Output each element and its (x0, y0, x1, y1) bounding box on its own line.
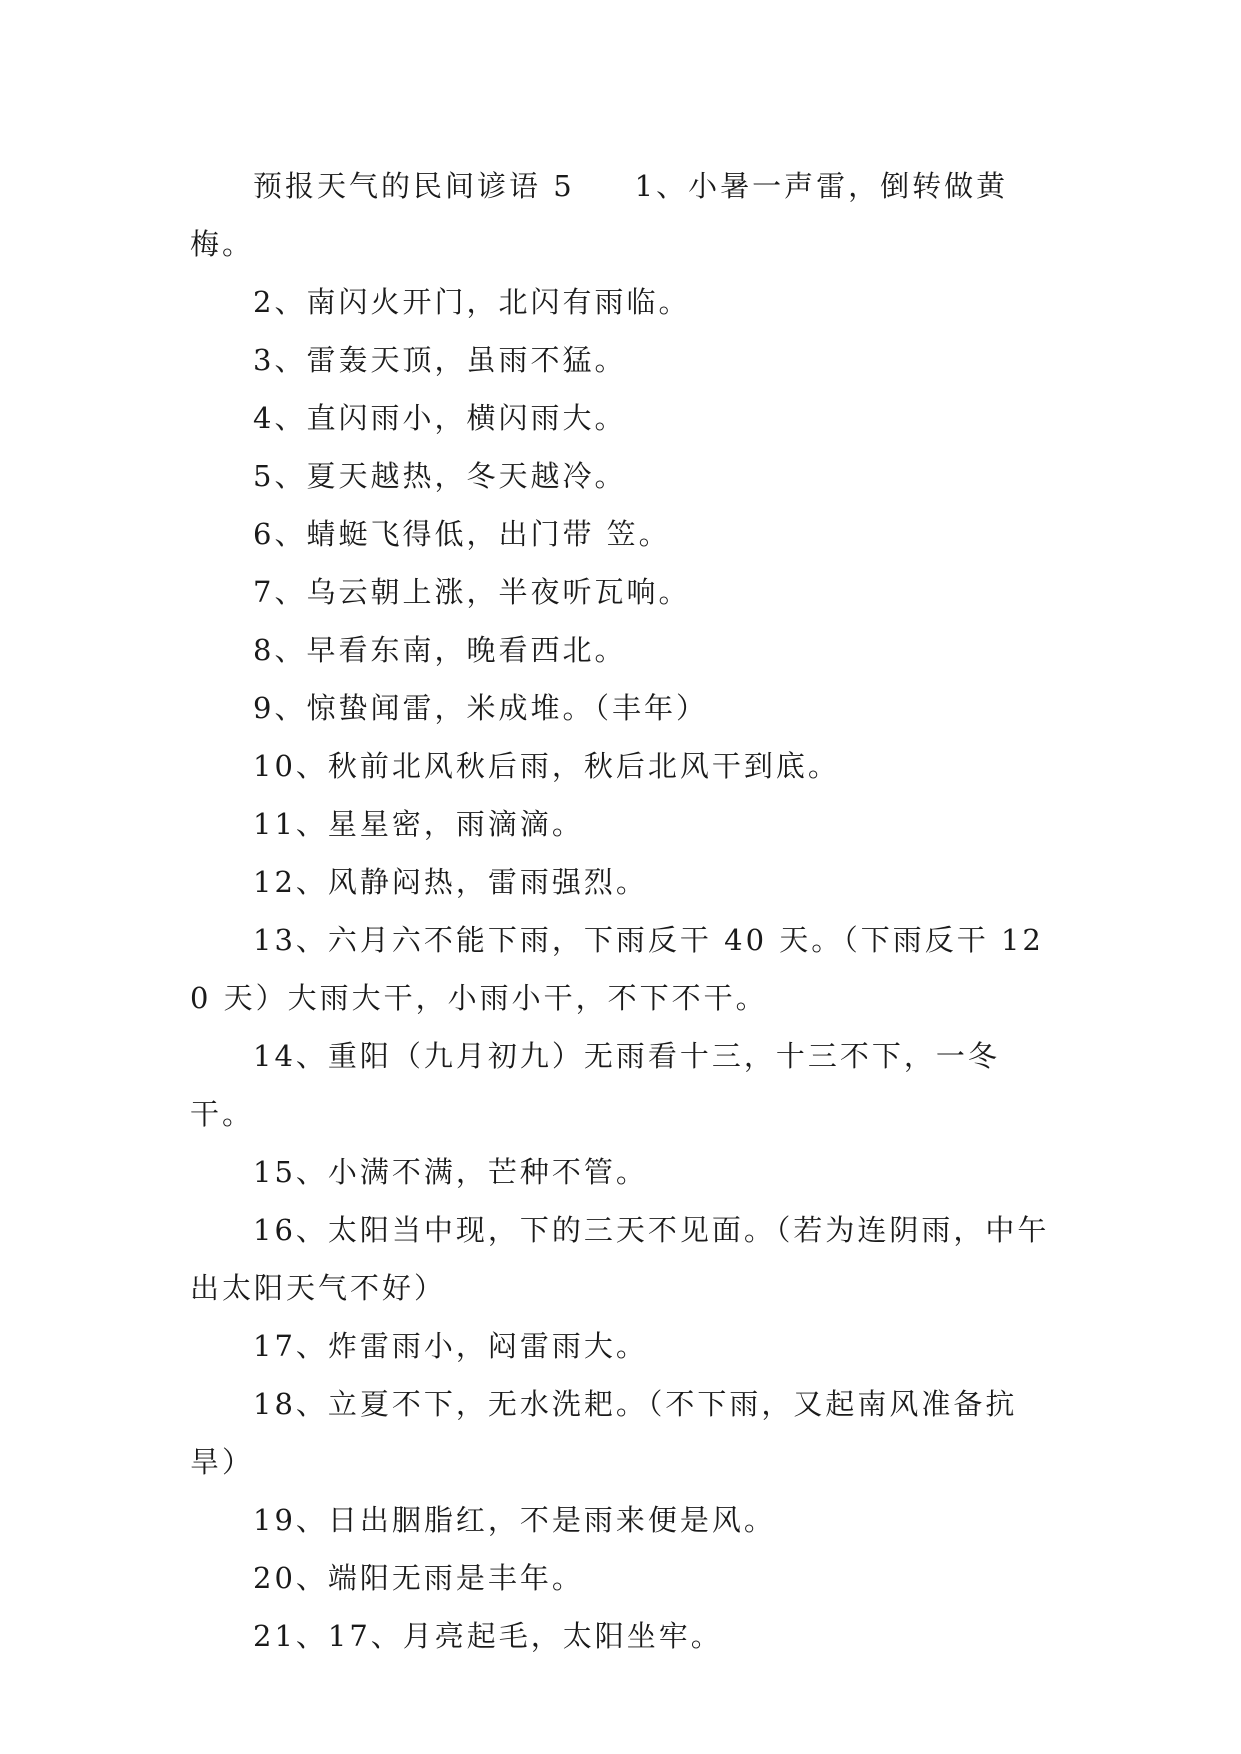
title-paragraph (190, 157, 1052, 273)
proverb-item-8: 8、早看东南，晚看西北。 (253, 633, 627, 667)
proverb-item-2: 2、南闪火开门，北闪有雨临。 (253, 285, 691, 319)
proverb-item-7: 7、乌云朝上涨，半夜听瓦响。 (253, 575, 691, 609)
proverb-item-19: 19、日出胭脂红，不是雨来便是风。 (253, 1503, 776, 1537)
proverb-item-21: 21、17、月亮起毛，太阳坐牢。 (253, 1619, 723, 1653)
proverb-item-1: 1、小暑一声雷，倒转做黄梅。 (190, 169, 1009, 261)
proverb-item-4: 4、直闪雨小，横闪雨大。 (253, 401, 627, 435)
document-body (190, 157, 1052, 1665)
proverb-item-18: 18、立夏不下，无水洗耙。（不下雨，又起南风准备抗旱） (190, 1387, 1018, 1479)
proverb-item-14: 14、重阳（九月初九）无雨看十三，十三不下，一冬干。 (190, 1039, 1000, 1131)
proverb-item-9: 9、惊蛰闻雷，米成堆。（丰年） (253, 691, 708, 725)
proverb-item-17: 17、炸雷雨小，闷雷雨大。 (253, 1329, 648, 1363)
proverb-item-20: 20、端阳无雨是丰年。 (253, 1561, 584, 1595)
proverb-item-3: 3、雷轰天顶，虽雨不猛。 (253, 343, 627, 377)
proverb-item-13: 13、六月六不能下雨，下雨反干 40 天。（下雨反干 120 天）大雨大干，小雨小干，不下不干。 (190, 923, 1044, 1015)
proverb-item-12: 12、风静闷热，雷雨强烈。 (253, 865, 648, 899)
proverb-item-6: 6、蜻蜓飞得低，出门带 笠。 (253, 517, 671, 551)
proverb-item-11: 11、星星密，雨滴滴。 (253, 807, 584, 841)
proverb-item-5: 5、夏天越热，冬天越冷。 (253, 459, 627, 493)
proverb-item-15: 15、小满不满，芒种不管。 (253, 1155, 648, 1189)
document-title: 预报天气的民间谚语 5 (253, 169, 575, 203)
proverb-item-10: 10、秋前北风秋后雨，秋后北风干到底。 (253, 749, 840, 783)
proverb-item-16: 16、太阳当中现，下的三天不见面。（若为连阴雨，中午出太阳天气不好） (190, 1213, 1050, 1305)
